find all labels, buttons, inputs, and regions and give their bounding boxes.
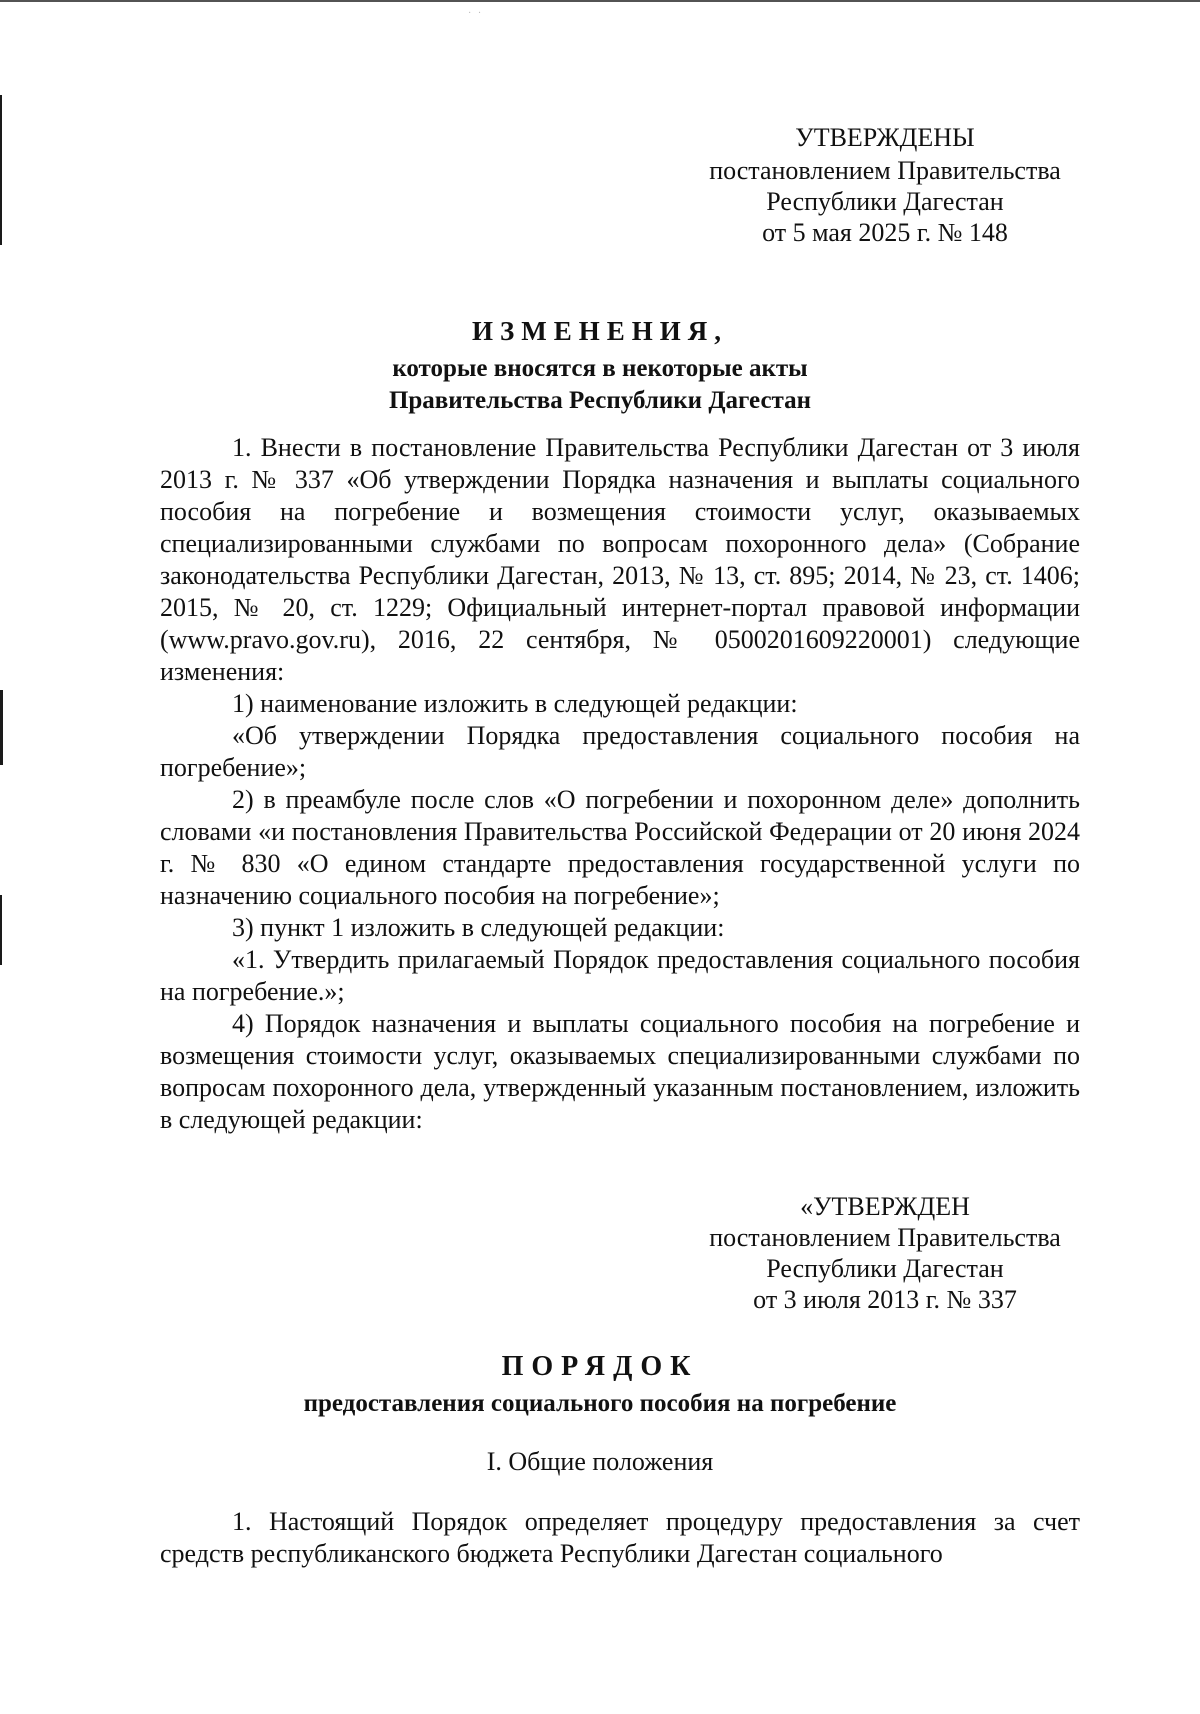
approval-line: от 5 мая 2025 г. № 148 xyxy=(762,218,1008,247)
paragraph: 3) пункт 1 изложить в следующей редакции: xyxy=(232,913,725,942)
paragraph: 4) Порядок назначения и выплаты социального пособия на погребение и возмещения стоимости услуг, оказываемых специализированными службами по вопросам похоронного дела, утвержденный указанным постановлением, изложить в следующей редакции: xyxy=(160,1009,1080,1134)
scan-edge-left xyxy=(0,895,2,965)
scan-edge-top xyxy=(0,0,1200,2)
approval-line: постановлением Правительства xyxy=(709,156,1061,185)
approval-line: постановлением Правительства xyxy=(709,1223,1061,1252)
approval-line: Республики Дагестан xyxy=(766,187,1004,216)
procedure-title: ПОРЯДОК xyxy=(501,1351,699,1382)
document-subtitle: Правительства Республики Дагестан xyxy=(388,387,812,414)
scan-speck: · · xyxy=(468,8,484,19)
paragraph: 1. Настоящий Порядок определяет процедуру предоставления за счет средств республиканского бюджета Республики Дагестан социального xyxy=(160,1507,1080,1568)
section-heading: I. Общие положения xyxy=(486,1447,714,1476)
approval-stamp-inner xyxy=(690,1191,1080,1315)
procedure-subtitle: предоставления социального пособия на погребение xyxy=(303,1390,897,1417)
approval-line: Республики Дагестан xyxy=(766,1254,1004,1283)
paragraph: 1) наименование изложить в следующей редакции: xyxy=(232,689,798,718)
paragraph: «1. Утвердить прилагаемый Порядок предоставления социального пособия на погребение.»; xyxy=(160,945,1080,1006)
document-title: ИЗМЕНЕНИЯ, xyxy=(471,316,728,346)
document-subtitle: которые вносятся в некоторые акты xyxy=(392,355,808,382)
approval-title: УТВЕРЖДЕНЫ xyxy=(795,123,975,152)
paragraph: «Об утверждении Порядка предоставления социального пособия на погребение»; xyxy=(160,721,1080,782)
approval-title: «УТВЕРЖДЕН xyxy=(800,1192,970,1221)
paragraph: 2) в преамбуле после слов «О погребении и похоронном деле» дополнить словами «и постановления Правительства Российской Федерации от 20 июня 2024 г. № 830 «О едином стандарте предоставления государственной услуги по назначению социального пособия на погребение»; xyxy=(160,785,1080,910)
paragraph: 1. Внести в постановление Правительства Республики Дагестан от 3 июля 2013 г. № 337 «Об утверждении Порядка назначения и выплаты социального пособия на погребение и возмещения стоимости услуг, оказываемых специализированными службами по вопросам похоронного дела» (Собрание законодательства Республики Дагестан, 2013, № 13, ст. 895; 2014, № 23, ст. 1406; 2015, № 20, ст. 1229; Официальный интернет-портал правовой информации (www.pravo.gov.ru), 2016, 22 сентября, № 0500201609220001) следующие изменения: xyxy=(160,433,1080,686)
approval-stamp-top xyxy=(690,122,1080,248)
scan-edge-left xyxy=(0,95,2,245)
amendments-body xyxy=(160,432,1080,1136)
approval-line: от 3 июля 2013 г. № 337 xyxy=(753,1285,1017,1314)
procedure-body xyxy=(160,1506,1080,1570)
scan-edge-left xyxy=(0,690,3,765)
